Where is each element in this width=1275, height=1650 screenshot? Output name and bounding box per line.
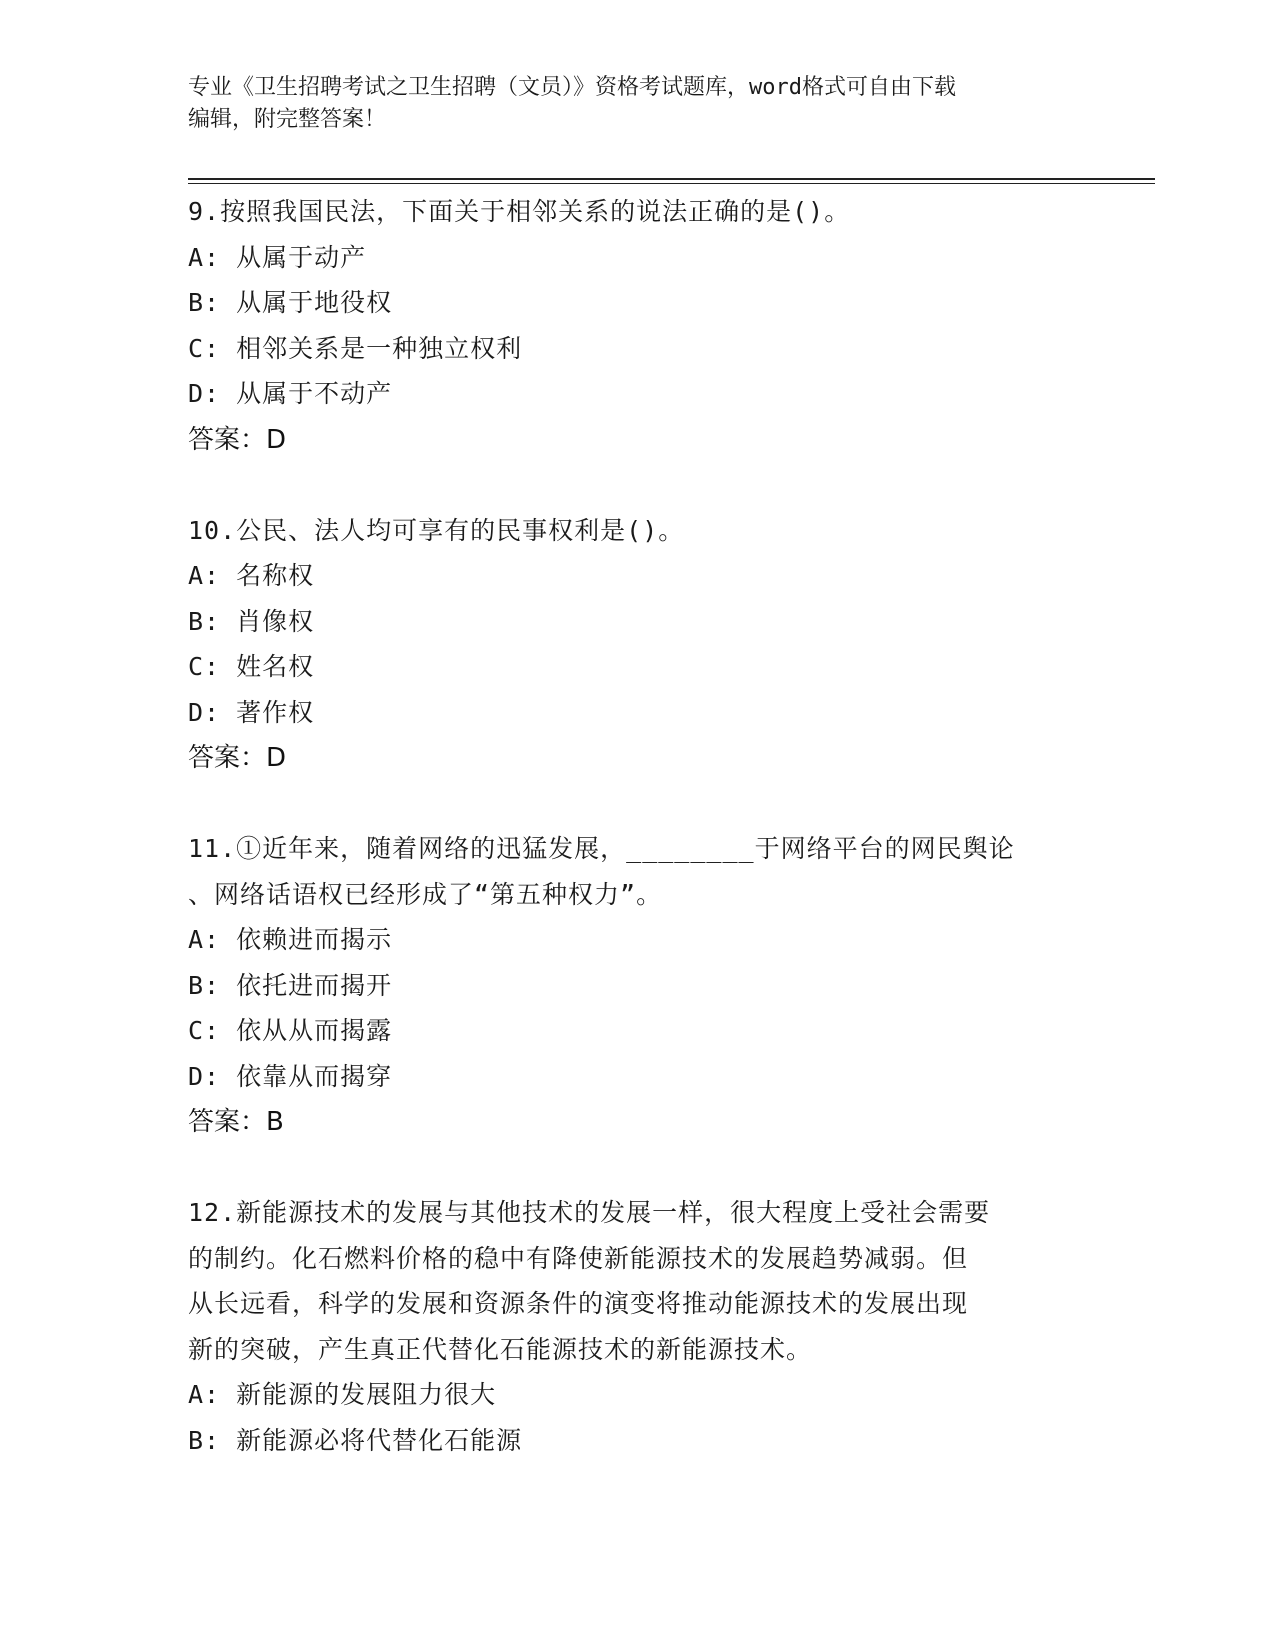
- option-b: B: 肖像权: [188, 606, 315, 636]
- option-b: B: 从属于地役权: [188, 288, 393, 317]
- answer: 答案：B: [188, 1107, 284, 1137]
- question-line: 9.按照我国民法，下面关于相邻关系的说法正确的是()。: [188, 197, 851, 226]
- option-c: C: 相邻关系是一种独立权利: [188, 333, 523, 363]
- answer: 答案：D: [188, 424, 287, 455]
- question-10: [188, 508, 1088, 782]
- question-line: 12.新能源技术的发展与其他技术的发展一样，很大程度上受社会需要: [188, 1198, 991, 1227]
- question-list: [188, 189, 1088, 1463]
- question-12: [188, 1190, 1088, 1463]
- option-c: C: 依从从而揭露: [188, 1016, 393, 1045]
- header-divider-thin: [188, 183, 1155, 184]
- question-line: 10.公民、法人均可享有的民事权利是()。: [188, 515, 685, 545]
- option-b: B: 依托进而揭开: [188, 970, 393, 1000]
- question-spacer: [188, 463, 1088, 508]
- question-text: [188, 508, 1088, 554]
- question-11: [188, 826, 1088, 1145]
- header-divider-thick: [188, 178, 1155, 180]
- option-d: D: 著作权: [188, 697, 315, 727]
- option-a: A: 依赖进而揭示: [188, 925, 393, 954]
- answer: 答案：D: [188, 743, 287, 773]
- question-line: 11.①近年来，随着网络的迅猛发展，________于网络平台的网民舆论: [188, 834, 1015, 863]
- document-header: [188, 72, 1088, 136]
- option-d: D: 依靠从而揭穿: [188, 1061, 393, 1091]
- question-line: 、网络话语权已经形成了“第五种权力”。: [188, 879, 663, 909]
- header-line-2: 编辑，附完整答案！: [188, 107, 387, 132]
- question-line: 的制约。化石燃料价格的稳中有降使新能源技术的发展趋势减弱。但: [188, 1243, 969, 1273]
- question-spacer: [188, 1145, 1088, 1190]
- option-c: C: 姓名权: [188, 652, 315, 681]
- question-text: [188, 189, 1088, 235]
- question-line: 从长远看，科学的发展和资源条件的演变将推动能源技术的发展出现: [188, 1289, 969, 1318]
- question-line: 新的突破，产生真正代替化石能源技术的新能源技术。: [188, 1334, 813, 1364]
- question-text: [188, 1190, 1088, 1372]
- header-line-1: 专业《卫生招聘考试之卫生招聘（文员）》资格考试题库，word格式可自由下载: [188, 75, 956, 100]
- option-a: A: 名称权: [188, 561, 315, 590]
- question-text: [188, 826, 1088, 917]
- option-a: A: 新能源的发展阻力很大: [188, 1380, 497, 1409]
- option-d: D: 从属于不动产: [188, 379, 393, 408]
- option-b: B: 新能源必将代替化石能源: [188, 1425, 523, 1455]
- option-a: A: 从属于动产: [188, 242, 367, 272]
- question-9: [188, 189, 1088, 463]
- question-spacer: [188, 781, 1088, 826]
